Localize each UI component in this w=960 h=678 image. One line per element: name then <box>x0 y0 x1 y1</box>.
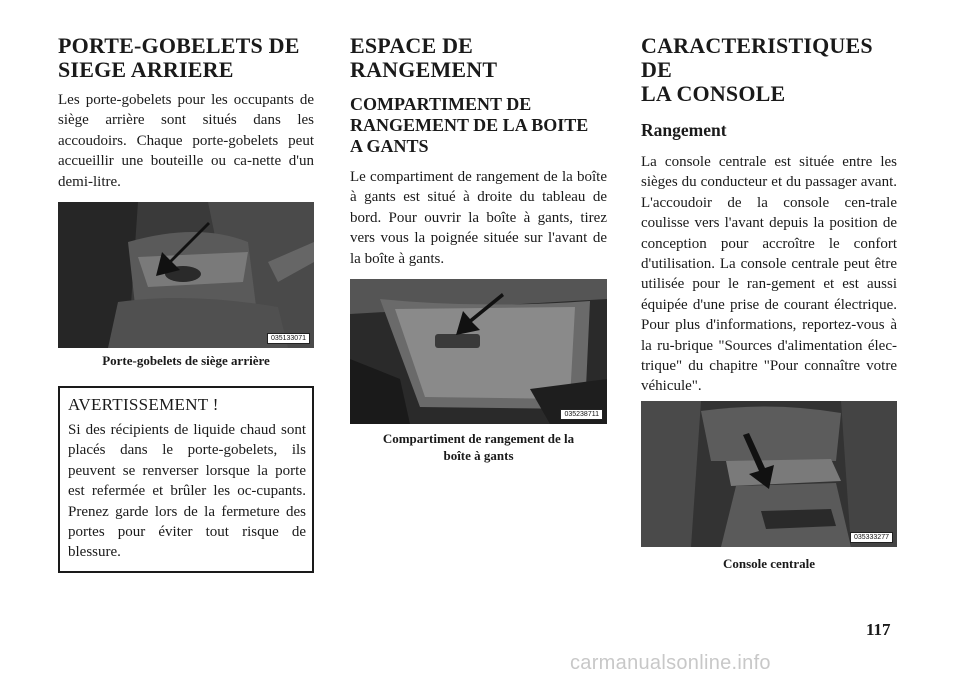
caption-line: boîte à gants <box>443 448 514 464</box>
heading-line: RANGEMENT <box>350 57 498 82</box>
glovebox-caption <box>350 430 607 464</box>
rear-cupholder-caption: Porte-gobelets de siège arrière <box>102 353 270 369</box>
heading-line: SIEGE ARRIERE <box>58 57 234 82</box>
heading-line: ESPACE DE <box>350 33 474 58</box>
subheading-glovebox <box>350 94 607 157</box>
figure-code: 035238711 <box>560 409 603 420</box>
warning-text: Si des récipients de liquide chaud sont placés dans le porte-gobelets, ils peuvent se renverser lorsque la porte est refermée et brûler les oc-cupants. Prenez garde lors de la fermeture des portes pour éviter tout risque de blessure. <box>68 422 306 561</box>
figure-code: 035133071 <box>267 333 310 344</box>
rear-cupholder-illustration <box>58 202 314 348</box>
console-photo <box>641 401 897 547</box>
glovebox-text: Le compartiment de rangement de la boîte à gants est situé à droite du tableau de bord. Pour ouvrir la boîte à gants, tirez vers vous la poignée située sur l'avant de la boîte à gants. <box>350 169 607 267</box>
subheading-storage: Rangement <box>641 120 727 140</box>
subheading-line: COMPARTIMENT DE <box>350 94 532 114</box>
console-caption: Console centrale <box>722 555 816 571</box>
rear-cupholder-photo <box>58 202 314 348</box>
section-heading-console <box>641 34 897 106</box>
section-heading-storage <box>350 34 607 82</box>
console-text: La console centrale est située entre les sièges du conducteur et du passager avant. L'accoudoir de la console cen-trale coulisse vers l'avant depuis la position de conception pour accroître le confort d'utilisation. La console centrale peut être utilisée pour le ran-gement et est aussi équipée d'une prise de courant électrique. Pour plus d'informations, reportez-vous à la ru-brique "Sources d'alimentation élec-trique" du chapitre "Pour connaître votre véhicule". <box>641 154 897 395</box>
heading-line: PORTE-GOBELETS DE <box>58 33 300 58</box>
figure-code: 035333277 <box>850 532 893 543</box>
heading-line: CARACTERISTIQUES DE <box>641 33 873 82</box>
heading-line: LA CONSOLE <box>641 81 786 106</box>
watermark: carmanualsonline.info <box>570 652 771 674</box>
warning-box <box>58 386 314 573</box>
column-right <box>641 34 897 572</box>
warning-title: AVERTISSEMENT ! <box>68 395 219 415</box>
page-number: 117 <box>866 620 891 639</box>
column-middle <box>350 34 607 464</box>
console-illustration <box>641 401 897 547</box>
glovebox-photo <box>350 279 607 424</box>
subheading-line: RANGEMENT DE LA BOITE <box>350 115 589 135</box>
section-heading-rear-cupholders <box>58 34 314 82</box>
caption-line: Compartiment de rangement de la <box>382 431 575 447</box>
glovebox-illustration <box>350 279 607 424</box>
column-left <box>58 34 314 573</box>
subheading-line: A GANTS <box>350 136 429 156</box>
rear-cupholders-text: Les porte-gobelets pour les occupants de siège arrière sont situés dans les accoudoirs. Chaque porte-gobelets peut accueillir une bouteille ou ca-nette d'un demi-litre. <box>58 92 314 190</box>
